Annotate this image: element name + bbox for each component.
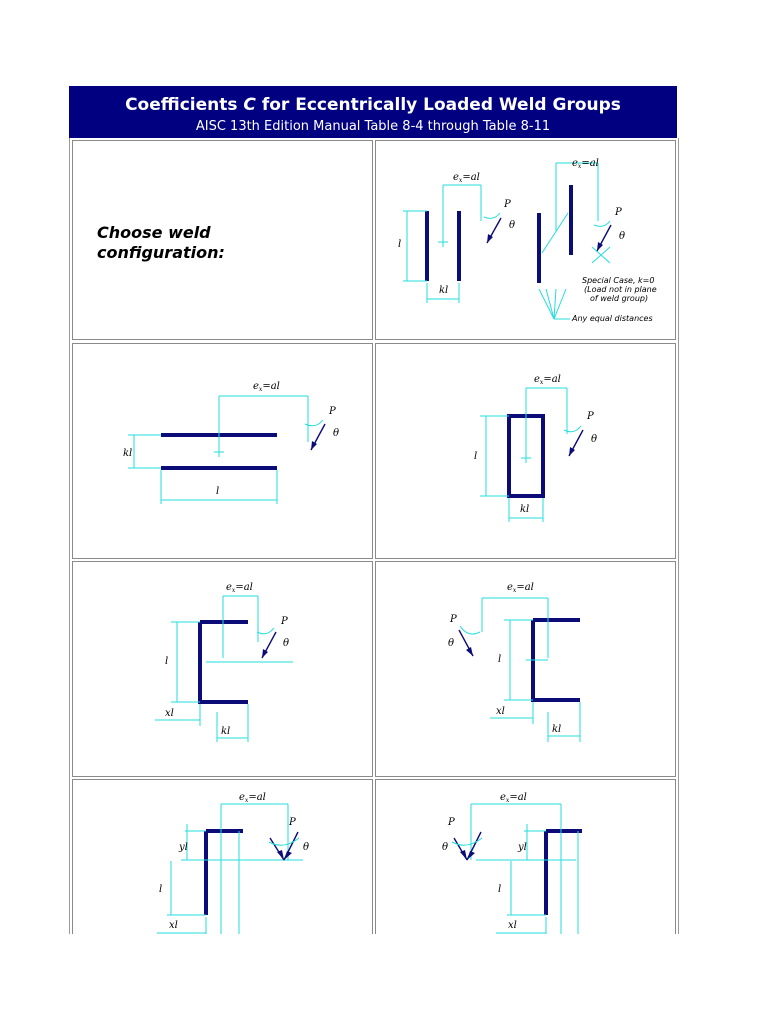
P-label: P bbox=[450, 614, 457, 625]
equal-distance-label: Any equal distances bbox=[572, 314, 653, 323]
weld-diagram-channel-right bbox=[73, 562, 373, 777]
xl-label: xl bbox=[169, 920, 178, 931]
l-label: l bbox=[216, 486, 220, 497]
ex-label: $e_x=al$ bbox=[253, 381, 280, 393]
P-label: P bbox=[329, 406, 336, 417]
kl-label: kl bbox=[221, 726, 231, 737]
weld-diagram-parallel-horizontal bbox=[73, 344, 373, 559]
P-label: P bbox=[504, 199, 511, 210]
ex-label-special: $e_x=al$ bbox=[572, 158, 599, 170]
weld-configuration-grid bbox=[69, 138, 679, 934]
theta-label-special: θ bbox=[619, 231, 626, 242]
l-label: l bbox=[165, 656, 169, 667]
ex-label: $e_x=al$ bbox=[453, 172, 480, 184]
theta-label: θ bbox=[283, 638, 290, 649]
theta-label: θ bbox=[303, 842, 310, 853]
xl-label: xl bbox=[165, 708, 174, 719]
xl-label: xl bbox=[496, 706, 505, 717]
weld-option-parallel-vertical[interactable] bbox=[375, 140, 676, 340]
weld-diagram-angle-left bbox=[376, 780, 676, 934]
table-header bbox=[69, 86, 677, 138]
page-title: Coefficients C for Eccentrically Loaded Weld Groups bbox=[125, 95, 621, 115]
xl-label: xl bbox=[508, 920, 517, 931]
ex-label: $e_x=al$ bbox=[226, 582, 253, 594]
yl-label: yl bbox=[179, 842, 188, 853]
kl-label: kl bbox=[123, 448, 133, 459]
weld-diagram-angle-right bbox=[73, 780, 373, 934]
theta-label: θ bbox=[448, 638, 455, 649]
yl-label: yl bbox=[518, 842, 527, 853]
weld-option-box[interactable] bbox=[375, 343, 676, 559]
weld-diagram-parallel-vertical bbox=[376, 141, 676, 340]
theta-label: θ bbox=[442, 842, 449, 853]
special-case-note-1: (Load not in plane bbox=[584, 285, 657, 294]
P-label: P bbox=[448, 817, 455, 828]
choose-weld-prompt: Choose weld configuration: bbox=[97, 223, 225, 262]
l-label: l bbox=[159, 884, 163, 895]
weld-option-channel-left[interactable] bbox=[375, 561, 676, 777]
weld-diagram-box bbox=[376, 344, 676, 559]
weld-diagram-channel-left bbox=[376, 562, 676, 777]
weld-option-channel-right[interactable] bbox=[72, 561, 373, 777]
special-case-note-2: of weld group) bbox=[590, 294, 649, 303]
kl-label: kl bbox=[439, 285, 449, 296]
theta-label: θ bbox=[591, 434, 598, 445]
kl-label: kl bbox=[552, 724, 562, 735]
l-label: l bbox=[474, 451, 478, 462]
prompt-cell bbox=[72, 140, 373, 340]
weld-option-parallel-horizontal[interactable] bbox=[72, 343, 373, 559]
theta-label: θ bbox=[509, 220, 516, 231]
weld-option-angle-right[interactable] bbox=[72, 779, 373, 934]
P-label: P bbox=[289, 817, 296, 828]
ex-label: $e_x=al$ bbox=[534, 374, 561, 386]
ex-label: $e_x=al$ bbox=[507, 582, 534, 594]
theta-label: θ bbox=[333, 428, 340, 439]
page-subtitle: AISC 13th Edition Manual Table 8-4 through Table 8-11 bbox=[195, 119, 551, 134]
P-label: P bbox=[587, 411, 594, 422]
P-label: P bbox=[281, 616, 288, 627]
special-case-label: Special Case, k=0 bbox=[582, 276, 655, 285]
ex-label: $e_x=al$ bbox=[500, 792, 527, 804]
l-label: l bbox=[498, 884, 502, 895]
weld-option-angle-left[interactable] bbox=[375, 779, 676, 934]
ex-label: $e_x=al$ bbox=[239, 792, 266, 804]
l-label: l bbox=[398, 239, 402, 250]
l-label: l bbox=[498, 654, 502, 665]
kl-label: kl bbox=[520, 504, 530, 515]
P-label-special: P bbox=[615, 207, 622, 218]
